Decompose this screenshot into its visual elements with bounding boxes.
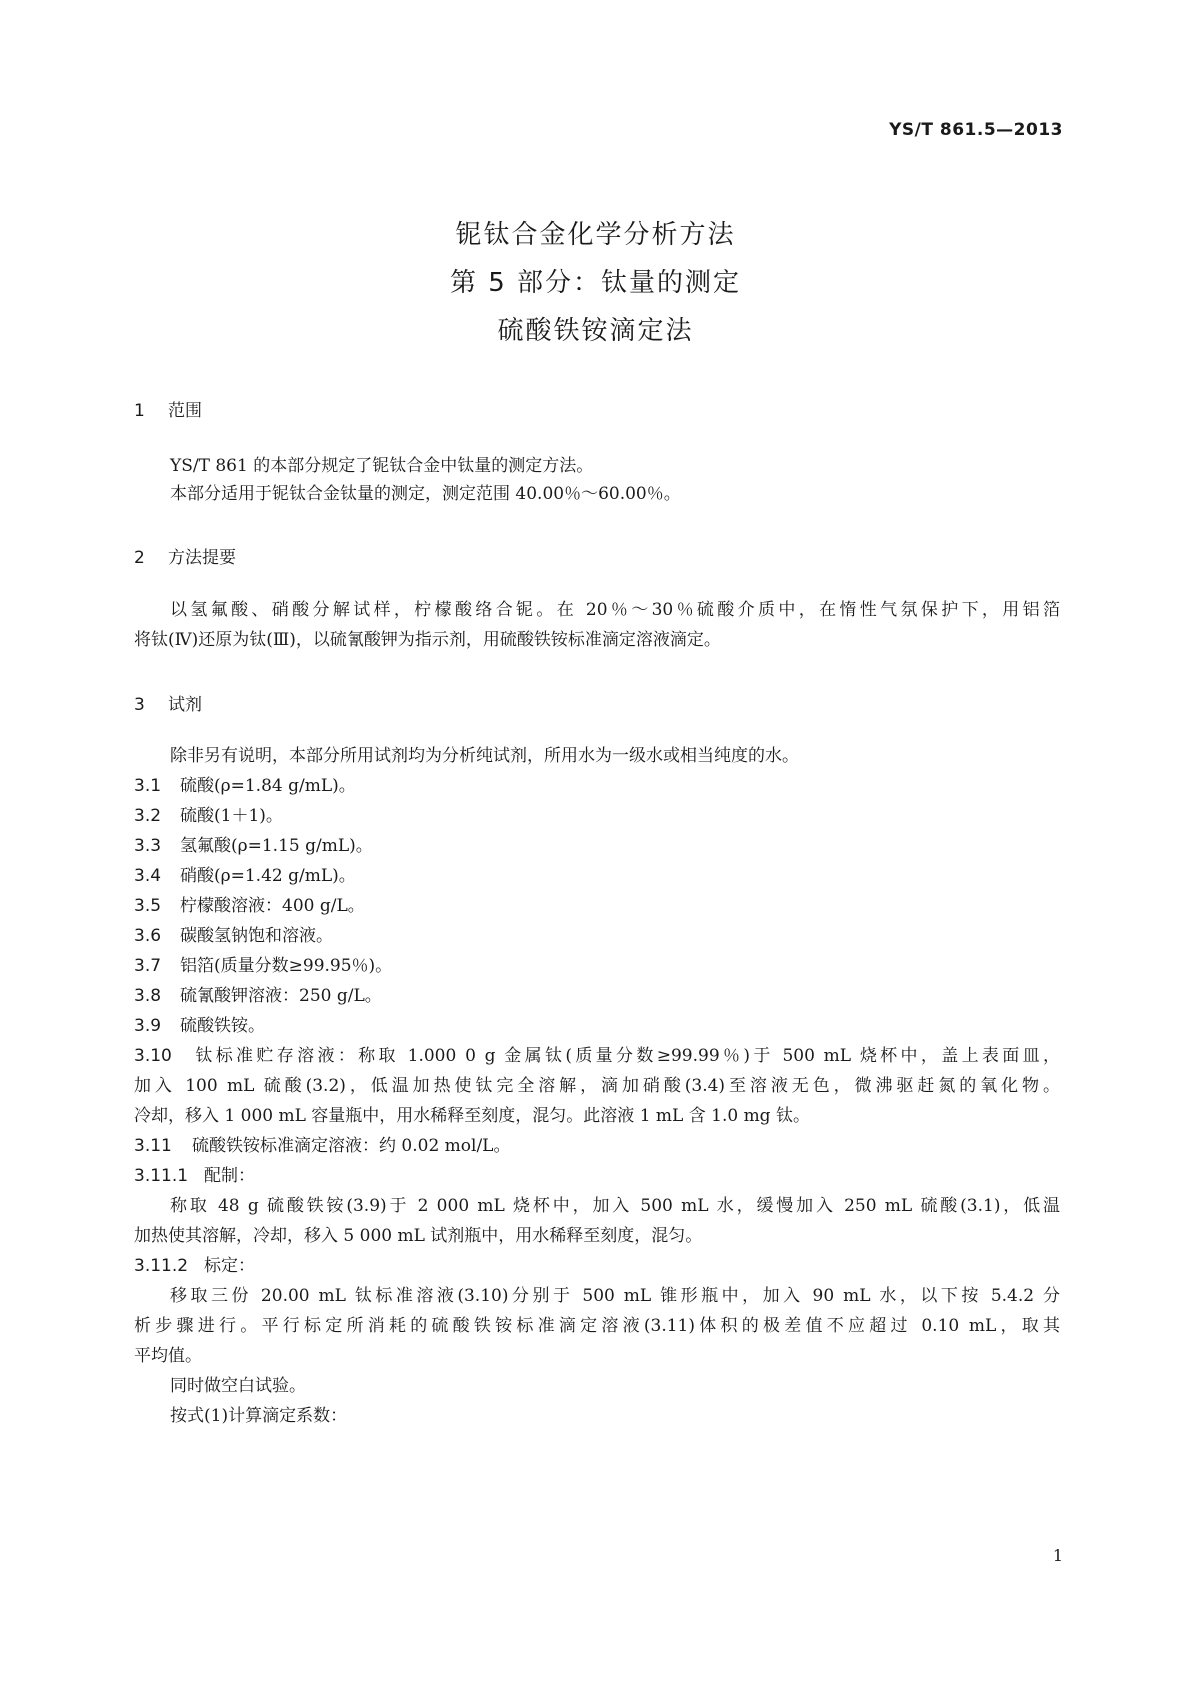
document-title-line-2: 第 5 部分：钛量的测定	[449, 268, 742, 298]
reagent-item	[134, 776, 1060, 796]
paragraph-line: 平均值。	[134, 1346, 202, 1366]
section-title: 方法提要	[168, 548, 236, 568]
item-text: 硫酸铁铵标准滴定溶液：约 0.02 mol/L。	[192, 1136, 511, 1156]
item-number: 3.2	[134, 806, 162, 826]
reagent-item	[134, 896, 1060, 916]
section-title: 范围	[168, 401, 202, 421]
item-text: 铝箔(质量分数≥99.95％)。	[180, 956, 393, 976]
paragraph-line: 析步骤进行。平行标定所消耗的硫酸铁铵标准滴定溶液(3.11)体积的极差值不应超过 0.10 mL，取其	[134, 1316, 1060, 1336]
item-number: 3.1	[134, 776, 162, 796]
reagent-item	[134, 866, 1060, 886]
sub-item-heading	[134, 1256, 1060, 1276]
document-title-line-3: 硫酸铁铵滴定法	[497, 316, 694, 346]
paragraph-line: 加热使其溶解，冷却，移入 5 000 mL 试剂瓶中，用水稀释至刻度，混匀。	[134, 1226, 703, 1246]
item-number: 3.10	[134, 1046, 172, 1066]
reagent-item	[134, 926, 1060, 946]
item-text: 硫酸铁铵。	[180, 1016, 265, 1036]
paragraph-line: 加入 100 mL 硫酸(3.2)，低温加热使钛完全溶解，滴加硝酸(3.4)至溶液无色，微沸驱赶氮的氧化物。	[134, 1076, 1060, 1096]
paragraph-line: 移取三份 20.00 mL 钛标准溶液(3.10)分别于 500 mL 锥形瓶中，加入 90 mL 水，以下按 5.4.2 分	[170, 1286, 1060, 1306]
section-number: 3	[134, 695, 145, 715]
item-number: 3.11.2	[134, 1256, 189, 1276]
item-text: 氢氟酸(ρ=1.15 g/mL)。	[180, 836, 373, 856]
item-text: 硫氰酸钾溶液：250 g/L。	[180, 986, 382, 1006]
item-text: 硝酸(ρ=1.42 g/mL)。	[180, 866, 356, 886]
reagent-item	[134, 986, 1060, 1006]
item-text: 钛标准贮存溶液：称取 1.000 0 g 金属钛(质量分数≥99.99％)于 500 mL 烧杯中，盖上表面皿，	[192, 1046, 1060, 1066]
section-3-heading	[134, 690, 202, 715]
paragraph-line: 称取 48 g 硫酸铁铵(3.9)于 2 000 mL 烧杯中，加入 500 mL 水，缓慢加入 250 mL 硫酸(3.1)，低温	[170, 1196, 1060, 1216]
paragraph: 除非另有说明，本部分所用试剂均为分析纯试剂，所用水为一级水或相当纯度的水。	[170, 746, 799, 766]
reagent-item	[134, 836, 1060, 856]
reagent-item	[134, 1136, 1060, 1156]
sub-item-heading	[134, 1166, 1060, 1186]
document-title-line-1: 铌钛合金化学分析方法	[455, 220, 736, 250]
page-number: 1	[1052, 1546, 1063, 1565]
item-number: 3.11.1	[134, 1166, 189, 1186]
paragraph-line: 以氢氟酸、硝酸分解试样，柠檬酸络合铌。在 20％～30％硫酸介质中，在惰性气氛保护下，用铝箔	[170, 600, 1060, 620]
item-text: 配制：	[204, 1166, 255, 1186]
paragraph: 按式(1)计算滴定系数：	[170, 1406, 348, 1426]
reagent-item	[134, 806, 1060, 826]
item-text: 碳酸氢钠饱和溶液。	[180, 926, 333, 946]
item-number: 3.4	[134, 866, 162, 886]
item-text: 标定：	[204, 1256, 255, 1276]
item-text: 硫酸(1＋1)。	[180, 806, 283, 826]
section-1-heading	[134, 396, 202, 421]
paragraph: 本部分适用于铌钛合金钛量的测定，测定范围 40.00％～60.00％。	[170, 484, 681, 504]
standard-number: YS/T 861.5—2013	[889, 120, 1063, 140]
section-number: 2	[134, 548, 145, 568]
reagent-item	[134, 1046, 1060, 1066]
paragraph: 同时做空白试验。	[170, 1376, 306, 1396]
section-2-heading	[134, 543, 236, 568]
reagent-item	[134, 956, 1060, 976]
item-number: 3.9	[134, 1016, 162, 1036]
paragraph: YS/T 861 的本部分规定了铌钛合金中钛量的测定方法。	[170, 456, 594, 476]
reagent-item	[134, 1016, 1060, 1036]
paragraph-line: 将钛(Ⅳ)还原为钛(Ⅲ)，以硫氰酸钾为指示剂，用硫酸铁铵标准滴定溶液滴定。	[134, 630, 721, 650]
item-number: 3.5	[134, 896, 162, 916]
item-number: 3.6	[134, 926, 162, 946]
item-number: 3.7	[134, 956, 162, 976]
item-text: 柠檬酸溶液：400 g/L。	[180, 896, 365, 916]
section-title: 试剂	[168, 695, 202, 715]
item-number: 3.3	[134, 836, 162, 856]
item-number: 3.8	[134, 986, 162, 1006]
item-text: 硫酸(ρ=1.84 g/mL)。	[180, 776, 356, 796]
paragraph-line: 冷却，移入 1 000 mL 容量瓶中，用水稀释至刻度，混匀。此溶液 1 mL 含 1.0 mg 钛。	[134, 1106, 810, 1126]
section-number: 1	[134, 401, 145, 421]
item-number: 3.11	[134, 1136, 172, 1156]
